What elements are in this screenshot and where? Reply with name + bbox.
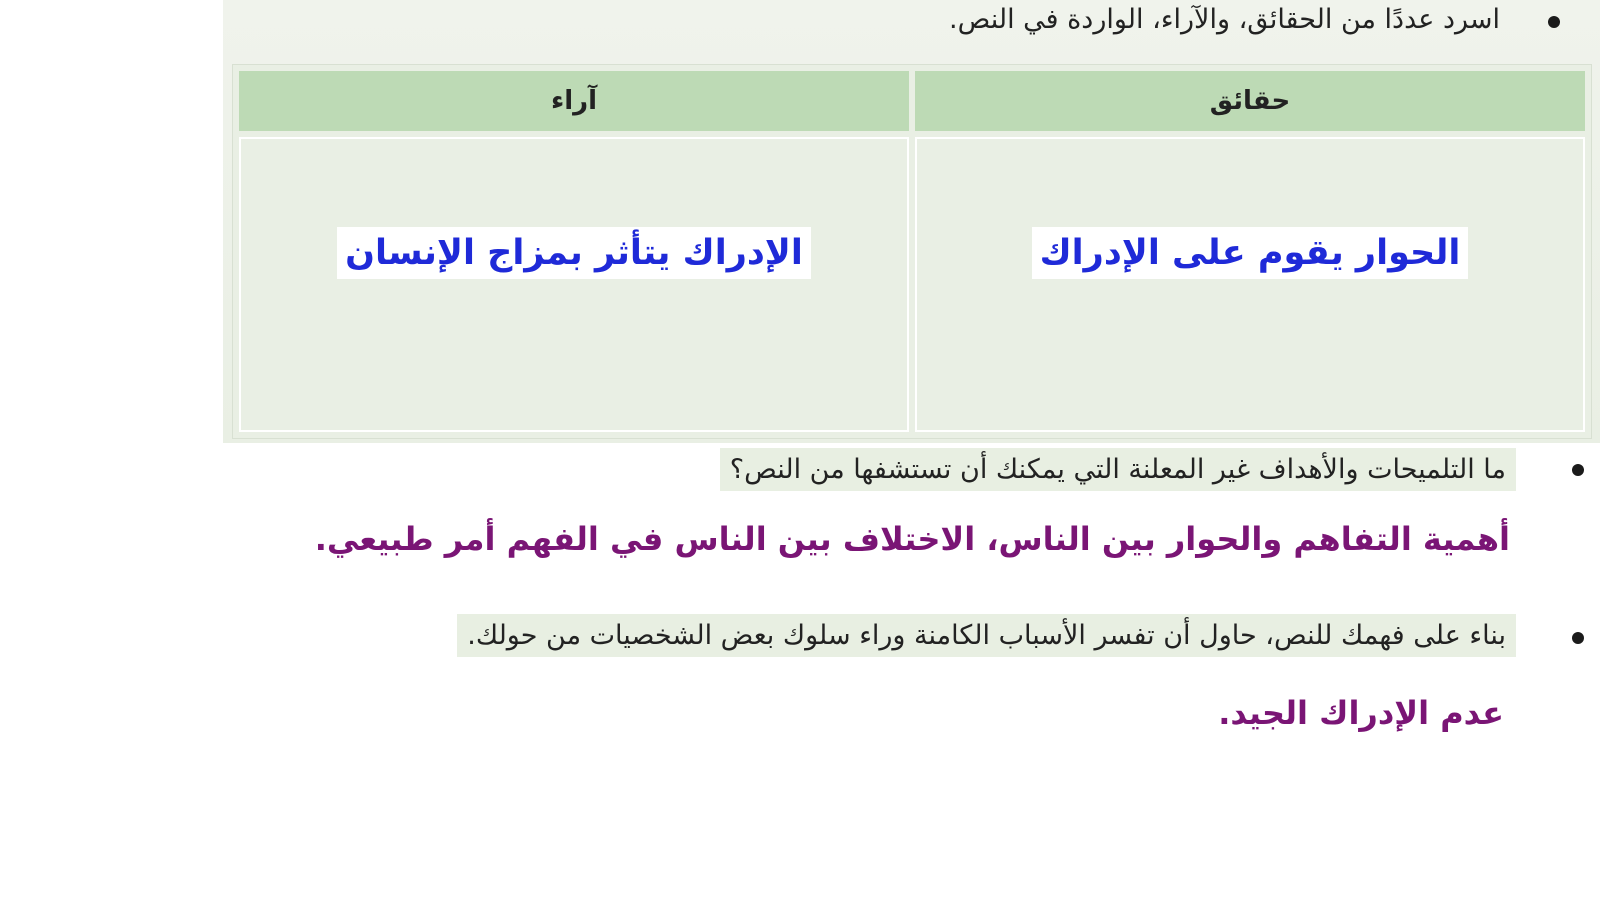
question-2-text: ما التلميحات والأهداف غير المعلنة التي يمكنك أن تستشفها من النص؟ <box>720 448 1516 491</box>
bullet-icon <box>1548 16 1560 28</box>
header-facts: حقائق <box>915 71 1585 131</box>
bullet-icon <box>1572 464 1584 476</box>
question-1-text: اسرد عددًا من الحقائق، والآراء، الواردة في النص. <box>949 4 1500 35</box>
opinions-cell <box>239 137 909 432</box>
facts-cell <box>915 137 1585 432</box>
question-3-answer: عدم الإدراك الجيد. <box>1218 694 1504 732</box>
opinions-answer: الإدراك يتأثر بمزاج الإنسان <box>337 227 811 279</box>
header-opinions: آراء <box>239 71 909 131</box>
question-2-answer: أهمية التفاهم والحوار بين الناس، الاختلاف بين الناس في الفهم أمر طبيعي. <box>314 520 1510 558</box>
table-header-row <box>239 71 1585 131</box>
bullet-icon <box>1572 632 1584 644</box>
question-3-text: بناء على فهمك للنص، حاول أن تفسر الأسباب الكامنة وراء سلوك بعض الشخصيات من حولك. <box>457 614 1516 657</box>
facts-opinions-table <box>232 64 1592 439</box>
table-row <box>239 137 1585 432</box>
facts-answer: الحوار يقوم على الإدراك <box>1032 227 1469 279</box>
